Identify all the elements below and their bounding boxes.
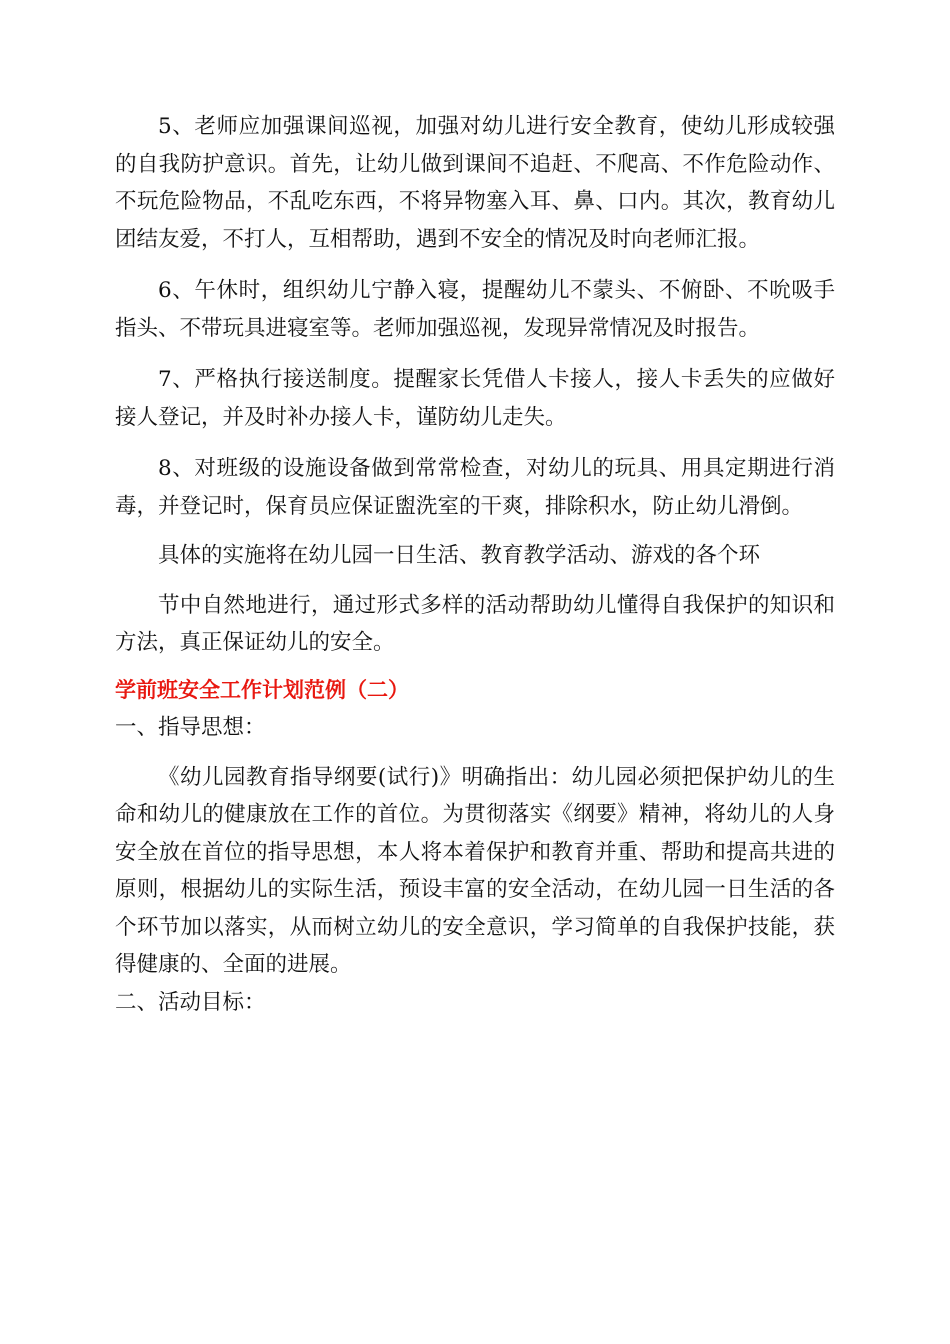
paragraph-item-8: 8、对班级的设施设备做到常常检查，对幼儿的玩具、用具定期进行消毒，并登记时，保育员应保证盥洗室的干爽，排除积水，防止幼儿滑倒。 [115,456,835,519]
section-title: 学前班安全工作计划范例（二） [115,677,409,702]
subheading-guiding-ideology: 一、指导思想： [115,715,266,740]
document-body [115,108,835,1021]
subheading-activity-goals: 二、活动目标： [115,989,266,1015]
paragraph-implementation-line: 具体的实施将在幼儿园一日生活、教育教学活动、游戏的各个环 [158,543,761,568]
paragraph-item-5: 5、老师应加强课间巡视，加强对幼儿进行安全教育，使幼儿形成较强的自我防护意识。首先，让幼儿做到课间不追赶、不爬高、不作危险动作、不玩危险物品，不乱吃东西，不将异物塞入耳、鼻、口内。其次，教育幼儿团结友爱，不打人，互相帮助，遇到不安全的情况及时向老师汇报。 [115,114,835,252]
paragraph-implementation-continued: 节中自然地进行，通过形式多样的活动帮助幼儿懂得自我保护的知识和方法，真正保证幼儿的安全。 [115,592,835,655]
paragraph-guiding-ideology: 《幼儿园教育指导纲要(试行)》明确指出：幼儿园必须把保护幼儿的生命和幼儿的健康放在工作的首位。为贯彻落实《纲要》精神，将幼儿的人身安全放在首位的指导思想，本人将本着保护和教育并重、帮助和提高共进的原则，根据幼儿的实际生活，预设丰富的安全活动，在幼儿园一日生活的各个环节加以落实，从而树立幼儿的安全意识，学习简单的自我保护技能，获得健康的、全面的进展。 [115,764,835,977]
paragraph-item-7: 7、严格执行接送制度。提醒家长凭借人卡接人，接人卡丢失的应做好接人登记，并及时补办接人卡，谨防幼儿走失。 [115,367,835,430]
paragraph-item-6: 6、午休时，组织幼儿宁静入寝，提醒幼儿不蒙头、不俯卧、不吮吸手指头、不带玩具进寝室等。老师加强巡视，发现异常情况及时报告。 [115,278,835,341]
